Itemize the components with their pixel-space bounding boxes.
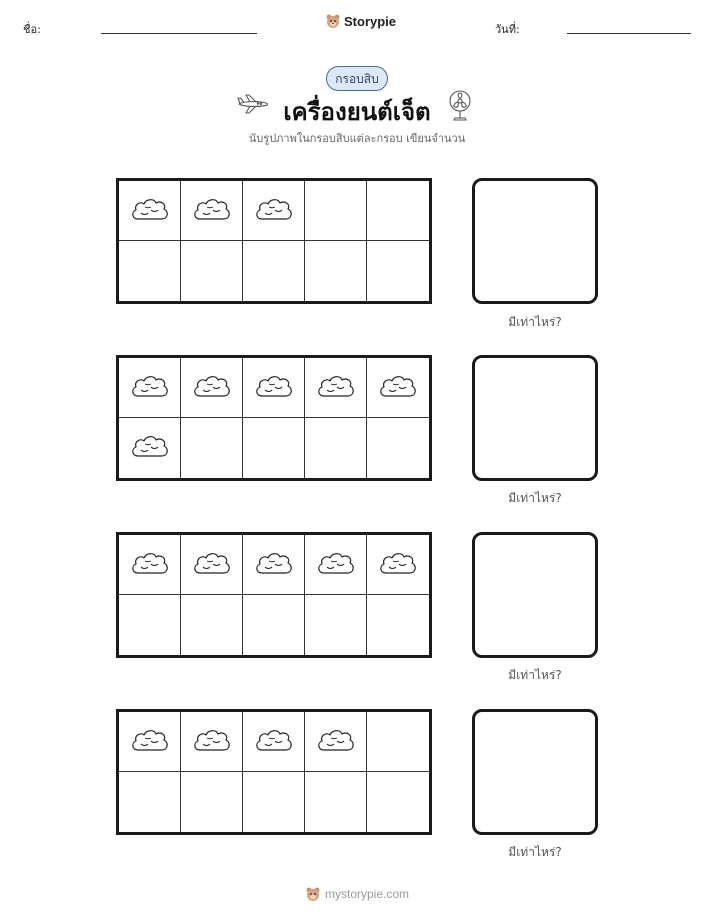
ten-frame-cell bbox=[305, 418, 367, 478]
ten-frame-cell bbox=[367, 241, 429, 301]
ten-frame-cell bbox=[243, 418, 305, 478]
ten-frame-cell bbox=[305, 358, 367, 418]
name-line[interactable] bbox=[101, 33, 257, 34]
ten-frame-cell bbox=[305, 181, 367, 241]
cloud-icon bbox=[191, 726, 233, 758]
cloud-icon bbox=[253, 549, 295, 581]
cloud-icon bbox=[315, 549, 357, 581]
ten-frame-cell bbox=[181, 241, 243, 301]
ten-frame-2 bbox=[116, 355, 432, 481]
ten-frame-cell bbox=[119, 712, 181, 772]
ten-frame-cell bbox=[305, 595, 367, 655]
ten-frame-cell bbox=[119, 595, 181, 655]
question-label-3: มีเท่าไหร่? bbox=[508, 668, 562, 682]
cloud-icon bbox=[253, 372, 295, 404]
answer-box-4[interactable] bbox=[472, 709, 598, 835]
ten-frame-cell bbox=[181, 712, 243, 772]
answer-box-1[interactable] bbox=[472, 178, 598, 304]
footer bbox=[0, 886, 714, 902]
ten-frame-4 bbox=[116, 709, 432, 835]
ten-frame-cell bbox=[305, 712, 367, 772]
ten-frame-cell bbox=[243, 595, 305, 655]
storypie-logo bbox=[325, 13, 396, 29]
ten-frame-cell bbox=[367, 418, 429, 478]
fan-icon bbox=[447, 89, 473, 123]
cloud-icon bbox=[377, 372, 419, 404]
ten-frame-cell bbox=[119, 241, 181, 301]
footer-url[interactable]: mystorypie.com bbox=[324, 887, 410, 901]
topic-badge: กรอบสิบ bbox=[326, 66, 388, 91]
cloud-icon bbox=[129, 726, 171, 758]
ten-frame-cell bbox=[305, 241, 367, 301]
ten-frame-cell bbox=[181, 772, 243, 832]
ten-frame-cell bbox=[367, 712, 429, 772]
ten-frame-cell bbox=[119, 535, 181, 595]
cloud-icon bbox=[377, 549, 419, 581]
ten-frame-cell bbox=[243, 181, 305, 241]
cloud-icon bbox=[191, 195, 233, 227]
ten-frame-cell bbox=[367, 358, 429, 418]
bear-icon bbox=[305, 886, 321, 902]
ten-frame-cell bbox=[243, 358, 305, 418]
question-label-2: มีเท่าไหร่? bbox=[508, 491, 562, 505]
ten-frame-cell bbox=[119, 418, 181, 478]
cloud-icon bbox=[315, 726, 357, 758]
cloud-icon bbox=[191, 549, 233, 581]
instructions: นับรูปภาพในกรอบสิบแต่ละกรอบ เขียนจำนวน bbox=[248, 132, 466, 145]
ten-frame-cell bbox=[367, 535, 429, 595]
ten-frame-cell bbox=[119, 772, 181, 832]
ten-frame-cell bbox=[119, 358, 181, 418]
question-label-1: มีเท่าไหร่? bbox=[508, 315, 562, 329]
ten-frame-cell bbox=[181, 595, 243, 655]
date-line[interactable] bbox=[567, 33, 691, 34]
ten-frame-cell bbox=[181, 535, 243, 595]
answer-box-3[interactable] bbox=[472, 532, 598, 658]
ten-frame-1 bbox=[116, 178, 432, 304]
cloud-icon bbox=[129, 432, 171, 464]
ten-frame-cell bbox=[119, 181, 181, 241]
ten-frame-3 bbox=[116, 532, 432, 658]
worksheet-title: เครื่องยนต์เจ็ต bbox=[283, 98, 431, 126]
cloud-icon bbox=[253, 195, 295, 227]
ten-frame-cell bbox=[181, 181, 243, 241]
name-label: ชื่อ: bbox=[23, 23, 41, 36]
ten-frame-cell bbox=[367, 772, 429, 832]
ten-frame-cell bbox=[243, 712, 305, 772]
ten-frame-cell bbox=[181, 418, 243, 478]
answer-box-2[interactable] bbox=[472, 355, 598, 481]
ten-frame-cell bbox=[305, 535, 367, 595]
cloud-icon bbox=[129, 372, 171, 404]
ten-frame-cell bbox=[367, 595, 429, 655]
ten-frame-cell bbox=[243, 535, 305, 595]
cloud-icon bbox=[253, 726, 295, 758]
brand-name: Storypie bbox=[344, 13, 397, 29]
ten-frame-cell bbox=[243, 772, 305, 832]
cloud-icon bbox=[129, 195, 171, 227]
ten-frame-cell bbox=[181, 358, 243, 418]
ten-frame-cell bbox=[305, 772, 367, 832]
date-label: วันที่: bbox=[495, 23, 520, 36]
cloud-icon bbox=[191, 372, 233, 404]
cloud-icon bbox=[315, 372, 357, 404]
cloud-icon bbox=[129, 549, 171, 581]
ten-frame-cell bbox=[243, 241, 305, 301]
question-label-4: มีเท่าไหร่? bbox=[508, 845, 562, 859]
bear-icon bbox=[325, 13, 341, 29]
ten-frame-cell bbox=[367, 181, 429, 241]
